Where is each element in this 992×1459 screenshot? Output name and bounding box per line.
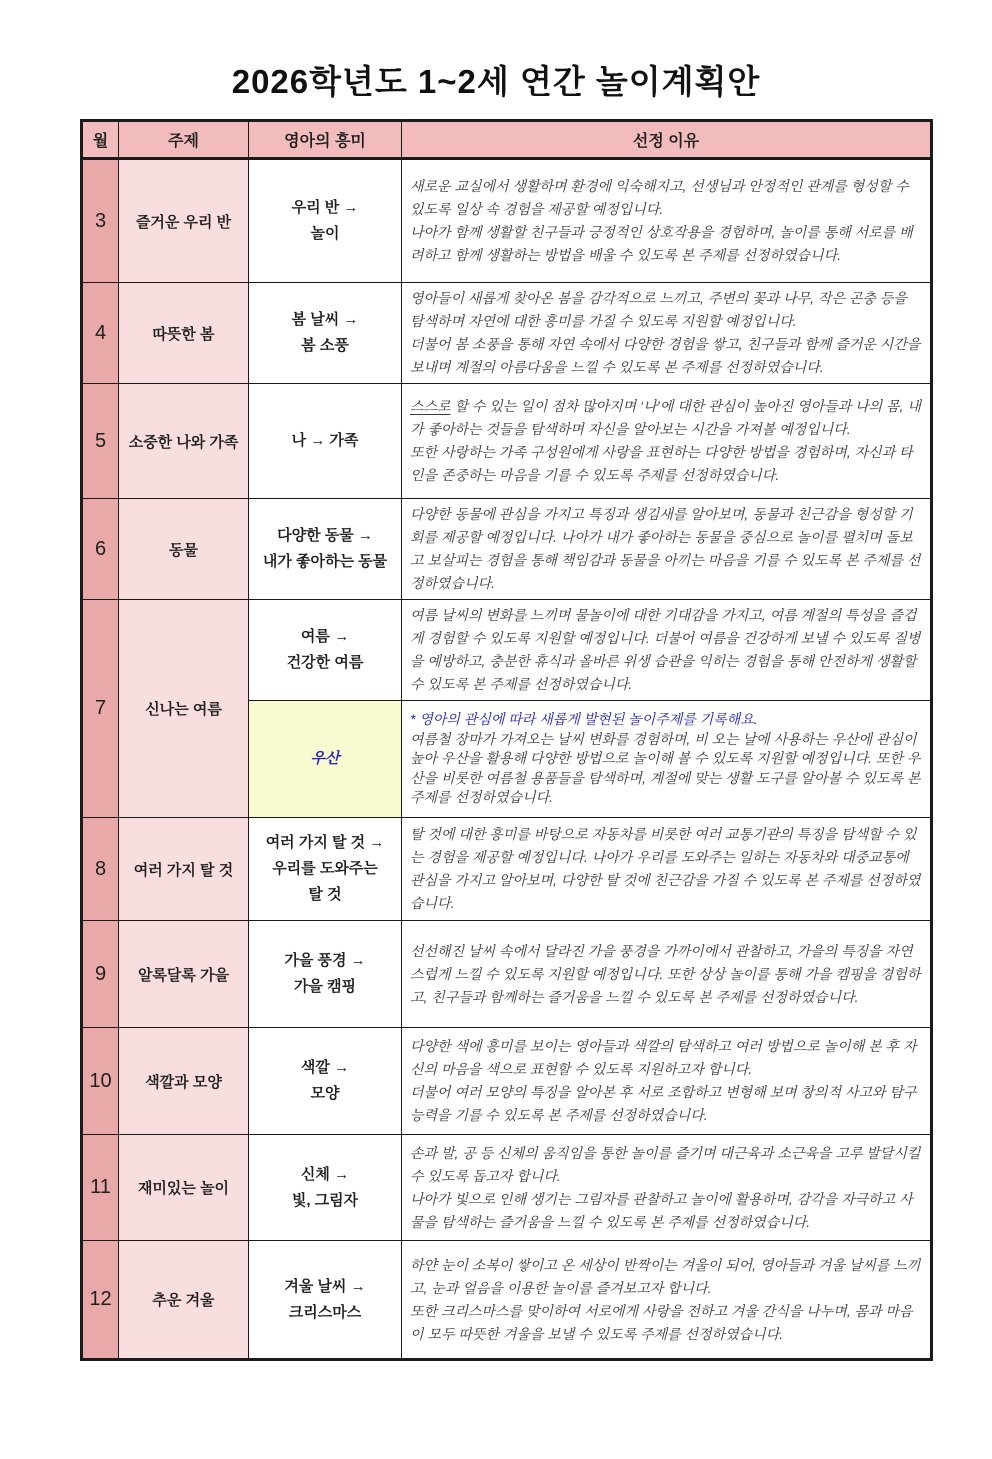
reason-paragraph: 나아가 빛으로 인해 생기는 그림자를 관찰하고 놀이에 활용하며, 감각을 자극하고 사물을 탐색하는 즐거움을 느낄 수 있도록 본 주제를 선정하였습니다.	[410, 1190, 913, 1230]
header-reason: 선정 이유	[402, 121, 932, 159]
table-row-september	[82, 921, 932, 1028]
emergent-interest-cell	[249, 701, 402, 818]
interest-line: 여러 가지 탈 것 →	[265, 834, 385, 851]
reason-paragraph: 영아들이 새롭게 찾아온 봄을 감각적으로 느끼고, 주변의 꽃과 나무, 작은 곤충 등을 탐색하며 자연에 대한 흥미를 가질 수 있도록 지원할 예정입니다.	[410, 290, 907, 329]
interest-line: 크리스마스	[288, 1303, 362, 1321]
reason-cell	[402, 384, 932, 499]
reason-paragraph	[410, 395, 924, 441]
reason-paragraph: 다양한 동물에 관심을 가지고 특징과 생김새를 알아보며, 동물과 친근감을 형성할 기회를 제공할 예정입니다. 나아가 내가 좋아하는 동물을 중심으로 놀이를 펼치며 돌보고 보살피는 경험을 통해 책임감과 동물을 아끼는 마음을 기를 수 있도록 본 주제를 선정하였습니다.	[410, 506, 921, 591]
reason-paragraph: 탈 것에 대한 흥미를 바탕으로 자동차를 비롯한 여러 교통기관의 특징을 탐색할 수 있는 경험을 제공할 예정입니다. 나아가 우리를 도와주는 일하는 자동차와 대중교통에 관심을 가지고 알아보며, 다양한 탈 것에 친근감을 가질 수 있도록 본 주제를 선정하였습니다.	[410, 826, 921, 911]
month-cell: 4	[82, 283, 119, 384]
reason-cell	[402, 818, 932, 921]
interest-cell	[249, 283, 402, 384]
interest-cell	[249, 600, 402, 701]
reason-cell	[402, 1028, 932, 1135]
theme-cell: 소중한 나와 가족	[119, 384, 249, 499]
reason-cell	[402, 600, 932, 701]
table-row-june	[82, 499, 932, 600]
reason-cell	[402, 283, 932, 384]
reason-cell	[402, 701, 932, 818]
reason-paragraph: 다양한 색에 흥미를 보이는 영아들과 색깔의 탐색하고 여러 방법으로 놀이해 본 후 자신의 마음을 색으로 표현할 수 있도록 지원하고자 합니다.	[410, 1038, 917, 1077]
table-row-october	[82, 1028, 932, 1135]
table-row-august	[82, 818, 932, 921]
reason-cell	[402, 921, 932, 1028]
month-cell: 7	[82, 600, 119, 818]
month-cell: 8	[82, 818, 119, 921]
reason-paragraph: 여름철 장마가 가져오는 날씨 변화를 경험하며, 비 오는 날에 사용하는 우산에 관심이 높아 우산을 활용해 다양한 방법으로 놀이해 볼 수 있도록 지원할 예정입니다. 또한 우산을 비롯한 여름철 용품들을 탐색하며, 계절에 맞는 생활 도구를 알아볼 수 있도록 본 주제를 선정하였습니다.	[410, 730, 921, 806]
reason-cell	[402, 1241, 932, 1360]
reason-paragraph: 새로운 교실에서 생활하며 환경에 익숙해지고, 선생님과 안정적인 관계를 형성할 수 있도록 일상 속 경험을 제공할 예정입니다.	[410, 178, 909, 217]
reason-text: 할 수 있는 일이 점차 많아지며 ‘나’에 대한 관심이 높아진 영아들과 나의 몸, 내가 좋아하는 것들을 탐색하며 자신을 알아보는 시간을 가져볼 예정입니다.	[410, 398, 921, 437]
theme-cell: 동물	[119, 499, 249, 600]
interest-line: 봄 날씨 →	[291, 311, 359, 328]
theme-cell: 여러 가지 탈 것	[119, 818, 249, 921]
interest-line: 가을 캠핑	[293, 978, 357, 995]
theme-cell: 즐거운 우리 반	[119, 159, 249, 283]
reason-paragraph: 더불어 여러 모양의 특징을 알아본 후 서로 조합하고 변형해 보며 창의적 사고와 탐구 능력을 기를 수 있도록 본 주제를 선정하였습니다.	[410, 1084, 917, 1123]
interest-line: 신체 →	[300, 1165, 350, 1183]
reason-paragraph: 하얀 눈이 소복이 쌓이고 온 세상이 반짝이는 겨울이 되어, 영아들과 겨울 날씨를 느끼고, 눈과 얼음을 이용한 놀이를 즐겨보고자 합니다.	[410, 1256, 921, 1296]
theme-cell: 추운 겨울	[119, 1241, 249, 1360]
interest-line: 우리를 도와주는	[272, 860, 378, 877]
header-month: 월	[82, 121, 119, 159]
interest-line: 겨울 날씨 →	[284, 1277, 366, 1295]
interest-line: 놀이	[310, 225, 340, 242]
interest-line: 나 → 가족	[291, 432, 359, 449]
underlined-lead: 스스로	[410, 398, 451, 414]
interest-cell	[249, 159, 402, 283]
reason-paragraph: 또한 크리스마스를 맞이하여 서로에게 사랑을 전하고 겨울 간식을 나누며, 몸과 마음이 모두 따뜻한 겨울을 보낼 수 있도록 주제를 선정하였습니다.	[410, 1302, 913, 1342]
interest-line: 색깔 →	[300, 1059, 350, 1076]
interest-line: 다양한 동물 →	[277, 527, 373, 544]
theme-cell: 신나는 여름	[119, 600, 249, 818]
reason-paragraph: 나아가 함께 생활할 친구들과 긍정적인 상호작용을 경험하며, 놀이를 통해 서로를 배려하고 함께 생활하는 방법을 배울 수 있도록 본 주제를 선정하였습니다.	[410, 224, 913, 263]
reason-paragraph: 여름 날씨의 변화를 느끼며 물놀이에 대한 기대감을 가지고, 여름 계절의 특성을 즐겁게 경험할 수 있도록 지원할 예정입니다. 더불어 여름을 건강하게 보낼 수 있도록 질병을 예방하고, 충분한 휴식과 올바른 위생 습관을 익히는 경험을 통해 안전하게 생활할 수 있도록 본 주제를 선정하였습니다.	[410, 607, 921, 692]
reason-cell	[402, 159, 932, 283]
reason-paragraph: 선선해진 날씨 속에서 달라진 가을 풍경을 가까이에서 관찰하고, 가을의 특징을 자연스럽게 느낄 수 있도록 지원할 예정입니다. 또한 상상 놀이를 통해 가을 캠핑을 경험하고, 친구들과 함께하는 즐거움을 느낄 수 있도록 본 주제를 선정하였습니다.	[410, 942, 921, 1005]
reason-cell	[402, 499, 932, 600]
table-row-july-summer	[82, 600, 932, 701]
reason-paragraph: 손과 발, 공 등 신체의 움직임을 통한 놀이를 즐기며 대근육과 소근육을 고루 발달시킬 수 있도록 돕고자 합니다.	[410, 1144, 921, 1184]
interest-cell	[249, 499, 402, 600]
page-title: 2026학년도 1~2세 연간 놀이계획안	[231, 63, 761, 100]
theme-cell: 색깔과 모양	[119, 1028, 249, 1135]
interest-line: 우산	[310, 750, 340, 767]
header-theme: 주제	[119, 121, 249, 159]
interest-cell	[249, 818, 402, 921]
interest-line: 봄 소풍	[301, 337, 349, 354]
month-cell: 12	[82, 1241, 119, 1360]
reason-paragraph: 더불어 봄 소풍을 통해 자연 속에서 다양한 경험을 쌓고, 친구들과 함께 즐거운 시간을 보내며 계절의 아름다움을 느낄 수 있도록 본 주제를 선정하였습니다.	[410, 336, 921, 375]
interest-line: 여름 →	[300, 628, 350, 645]
interest-cell	[249, 921, 402, 1028]
interest-cell	[249, 1028, 402, 1135]
header-row	[82, 121, 932, 159]
table-row-may	[82, 384, 932, 499]
table-row-november	[82, 1135, 932, 1241]
reason-paragraph: 또한 사랑하는 가족 구성원에게 사랑을 표현하는 다양한 방법을 경험하며, 자신과 타인을 존중하는 마음을 기를 수 있도록 주제를 선정하였습니다.	[410, 444, 913, 483]
month-cell: 6	[82, 499, 119, 600]
interest-cell	[249, 384, 402, 499]
theme-cell: 알록달록 가을	[119, 921, 249, 1028]
interest-cell	[249, 1241, 402, 1360]
month-cell: 10	[82, 1028, 119, 1135]
reason-cell	[402, 1135, 932, 1241]
month-cell: 5	[82, 384, 119, 499]
interest-line: 건강한 여름	[286, 654, 364, 671]
emergent-topic-note: * 영아의 관심에 따라 새롭게 발현된 놀이주제를 기록해요.	[410, 711, 758, 728]
annual-play-plan-table	[80, 119, 933, 1361]
interest-line: 모양	[310, 1085, 340, 1102]
month-cell: 9	[82, 921, 119, 1028]
theme-cell: 재미있는 놀이	[119, 1135, 249, 1241]
interest-cell	[249, 1135, 402, 1241]
table-row-april	[82, 283, 932, 384]
interest-line: 내가 좋아하는 동물	[262, 553, 388, 570]
month-cell: 11	[82, 1135, 119, 1241]
table-row-march	[82, 159, 932, 283]
table-row-december	[82, 1241, 932, 1360]
interest-line: 가을 풍경 →	[284, 952, 366, 969]
interest-line: 빛, 그림자	[291, 1191, 359, 1209]
interest-line: 탈 것	[308, 886, 342, 903]
month-cell: 3	[82, 159, 119, 283]
interest-line: 우리 반 →	[291, 199, 359, 216]
theme-cell: 따뜻한 봄	[119, 283, 249, 384]
header-interest: 영아의 흥미	[249, 121, 402, 159]
